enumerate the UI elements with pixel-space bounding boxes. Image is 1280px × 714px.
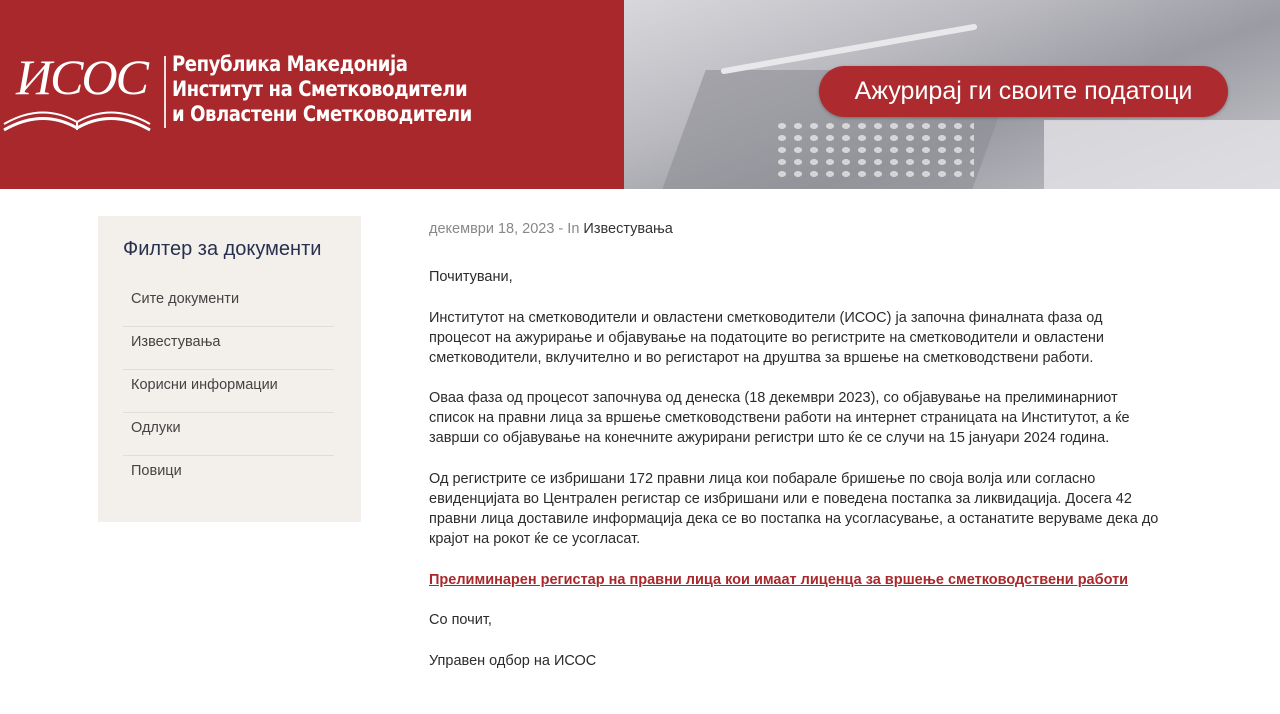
filter-item-notices[interactable]: Известувања <box>123 327 334 370</box>
post-paragraph: Институтот на сметководители и овластени сметководители (ИСОС) ја започна финалната фаза од процесот на ажурирање и објавување на податоците во регистрите на сметководители и овластени сметководители, вклучително и во регистарот на друштва за вршење на сметководствени работи. <box>429 310 1104 366</box>
site-header <box>0 0 1280 189</box>
org-line-accountants: и Овластени Сметководители <box>172 102 472 126</box>
open-book-icon <box>2 94 152 134</box>
photo-calculator-keys <box>774 120 974 180</box>
photo-paper <box>1044 120 1280 189</box>
filter-item-all-documents[interactable]: Сите документи <box>123 284 334 327</box>
organization-name <box>172 52 472 127</box>
post-meta <box>429 219 1169 239</box>
filter-item-calls[interactable]: Повици <box>131 463 182 479</box>
header-brand-panel <box>0 0 624 189</box>
preliminary-register-link[interactable]: Прелиминарен регистар на правни лица кои имаат лиценца за вршење сметководствени работи <box>429 572 1129 588</box>
post-signature: Управен одбор на ИСОС <box>429 653 597 669</box>
document-filter-sidebar <box>98 216 361 522</box>
post-content <box>429 216 1169 669</box>
filter-list <box>123 284 334 499</box>
org-line-country: Република Македонија <box>172 52 408 76</box>
logo-divider <box>164 56 166 128</box>
filter-item-decisions[interactable]: Одлуки <box>123 413 334 456</box>
post-paragraph: Оваа фаза од процесот започнува од денеска (18 декември 2023), со објавување на прелиминарниот список на правни лица за вршење сметководствени работи на интернет страницата на Институтот, а ќе заврши со објавување на конечните ажурирани регистри што ќе се случи на 15 јануари 2024 година. <box>429 390 1130 446</box>
post-salutation: Почитувани, <box>429 269 513 285</box>
sidebar-title: Филтер за документи <box>123 238 322 260</box>
filter-item-useful-info[interactable]: Корисни информации <box>123 370 334 413</box>
post-meta-separator: - In <box>554 221 584 237</box>
post-closing: Со почит, <box>429 612 492 628</box>
org-line-institute: Институт на Сметководители <box>172 77 468 101</box>
isos-logo[interactable] <box>0 50 160 135</box>
post-paragraph: Од регистрите се избришани 172 правни лица кои побарале бришење по своја волја или согласно евиденцијата во Централен регистар се избришани или е поведена постапка за ликвидација. Досега 42 правни лица доставиле информација дека се во постапка на усогласување, а останатите веруваме дека до крајот на рокот ќе се усогласат. <box>429 471 1159 547</box>
update-your-data-button[interactable]: Ажурирај ги своите податоци <box>819 66 1228 117</box>
logo-wordmark: ИСОС <box>16 49 147 105</box>
post-date: декември 18, 2023 <box>429 221 555 237</box>
post-category-link[interactable]: Известувања <box>583 221 673 237</box>
